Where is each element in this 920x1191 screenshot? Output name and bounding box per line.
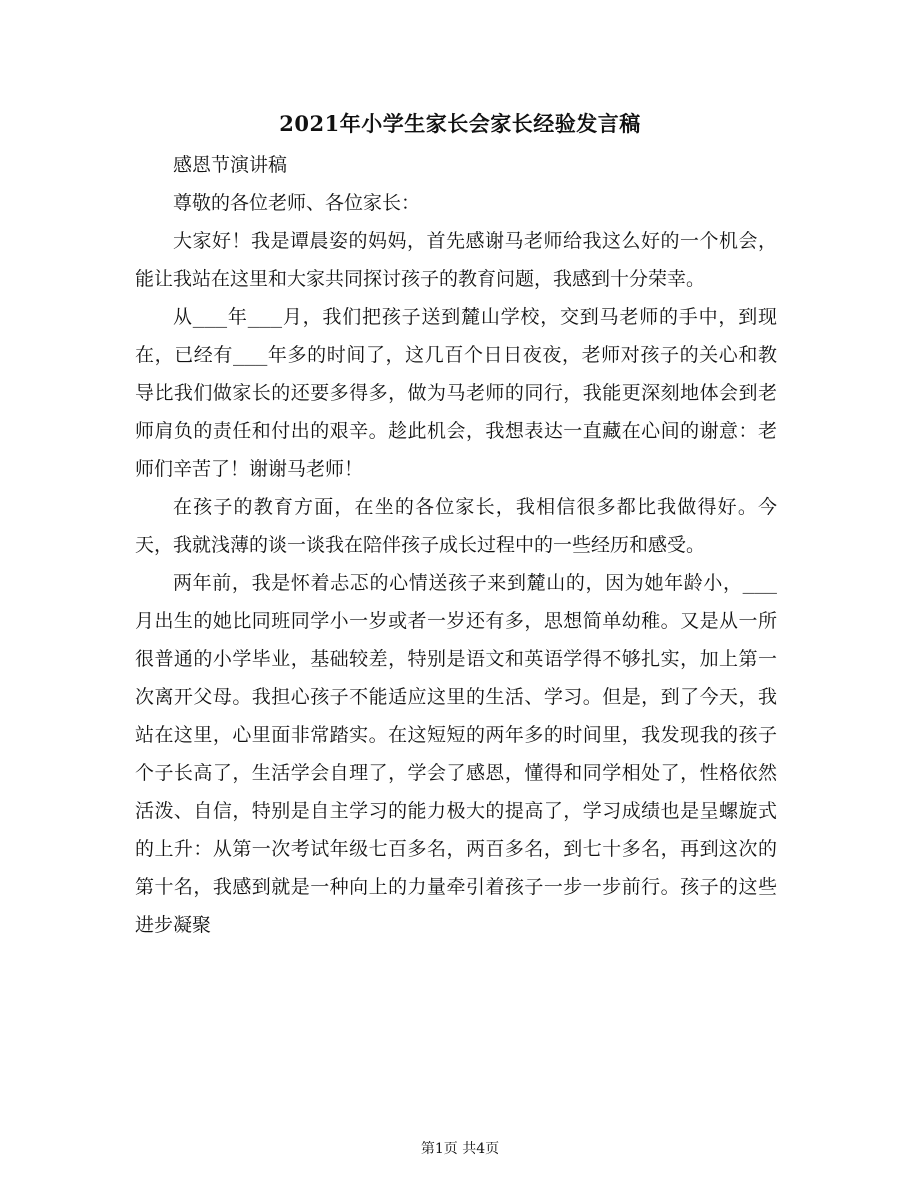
paragraph-intro: 在孩子的教育方面，在坐的各位家长，我相信很多都比我做得好。今天，我就浅薄的谈一谈我在陪伴孩子成长过程中的一些经历和感受。 — [135, 496, 777, 556]
page-footer: 第1页 共4页 — [420, 1141, 500, 1157]
paragraph-thanks: 从___年___月，我们把孩子送到麓山学校，交到马老师的手中，到现在，已经有___年多的时间了，这几百个日日夜夜，老师对孩子的关心和教导比我们做家长的还要多得多，做为马老师的同行，我能更深刻地体会到老师肩负的责任和付出的艰辛。趁此机会，我想表达一直藏在心间的谢意：老师们辛苦了！谢谢马老师！ — [135, 306, 777, 480]
paragraph-subtitle: 感恩节演讲稿 — [173, 154, 288, 176]
document-title: 2021年小学生家长会家长经验发言稿 — [279, 111, 641, 136]
paragraph-experience: 两年前，我是怀着忐忑的心情送孩子来到麓山的，因为她年龄小，___月出生的她比同班同学小一岁或者一岁还有多，思想简单幼稚。又是从一所很普通的小学毕业，基础较差，特别是语文和英语学得不够扎实，加上第一次离开父母。我担心孩子不能适应这里的生活、学习。但是，到了今天，我站在这里，心里面非常踏实。在这短短的两年多的时间里，我发现我的孩子个子长高了，生活学会自理了，学会了感恩，懂得和同学相处了，性格依然活泼、自信，特别是自主学习的能力极大的提高了，学习成绩也是呈螺旋式的上升：从第一次考试年级七百多名，两百多名，到七十多名，再到这次的第十名，我感到就是一种向上的力量牵引着孩子一步一步前行。孩子的这些进步凝聚 — [135, 572, 777, 936]
paragraph-greeting: 大家好！我是谭晨姿的妈妈，首先感谢马老师给我这么好的一个机会，能让我站在这里和大家共同探讨孩子的教育问题，我感到十分荣幸。 — [135, 230, 777, 290]
paragraph-salutation: 尊敬的各位老师、各位家长： — [173, 192, 421, 214]
document-body — [135, 146, 777, 944]
